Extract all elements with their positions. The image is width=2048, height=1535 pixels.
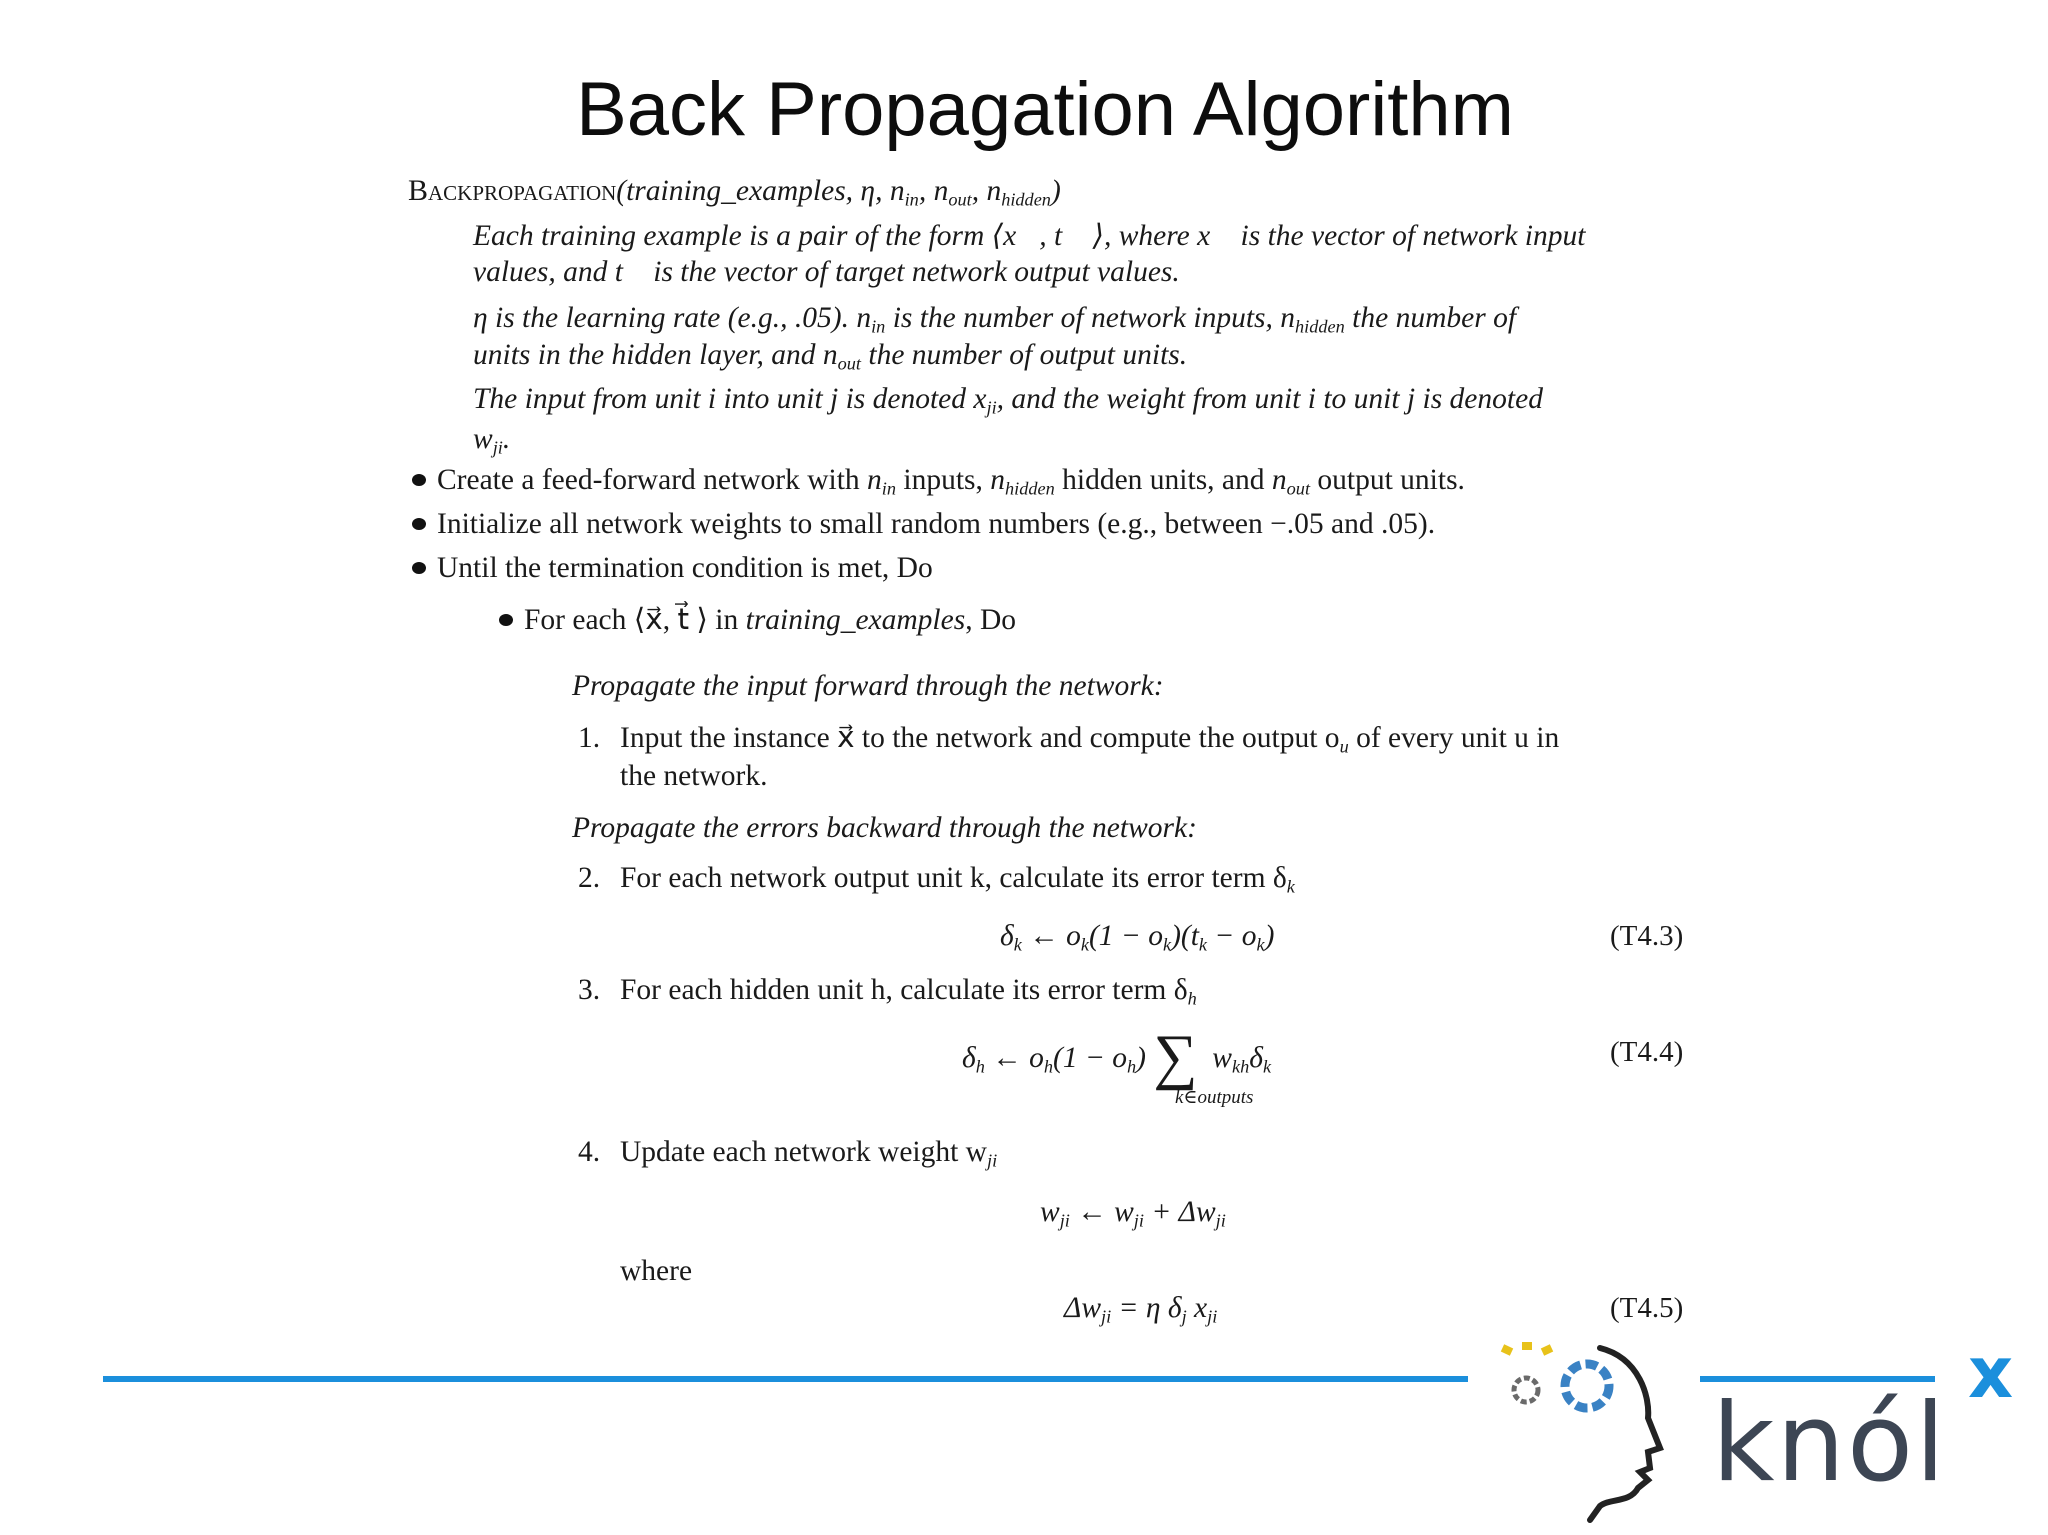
- equation-weight-update: $w_{ji}$ ← $w_{ji} + \Delta w_{ji}$: [1040, 1196, 1226, 1231]
- where-label: where: [620, 1255, 693, 1287]
- summation-icon: ∑: [1153, 1023, 1198, 1091]
- backward-heading: Propagate the errors backward through the network:: [572, 812, 1197, 844]
- description-line-1b: values, and t⃗ is the vector of target network output values.: [473, 256, 1180, 288]
- step-3: 3. For each hidden unit h, calculate its error term $\delta_h$: [578, 974, 1197, 1009]
- forward-heading: Propagate the input forward through the network:: [572, 670, 1164, 702]
- knolx-logo: [1490, 1332, 2030, 1528]
- description-line-2a: η is the learning rate (e.g., .05). $n_{in}$ is the number of network inputs, $n_{hidden}$ the number of: [473, 302, 1517, 337]
- step-4: 4. Update each network weight $w_{ji}$: [578, 1136, 998, 1171]
- description-line-1a: Each training example is a pair of the form ⟨x⃗, t⃗ ⟩, where x⃗ is the vector of network input: [473, 220, 1586, 252]
- logo-wordmark: knól: [1712, 1381, 1948, 1506]
- bullet-icon: [412, 474, 426, 486]
- equation-output-error: $\delta_k$ ← $o_k(1 - o_k)(t_k - o_k)$: [1000, 920, 1275, 955]
- logo-superscript: x: [1968, 1332, 2014, 1414]
- algorithm-name: Backpropagation: [408, 174, 617, 207]
- bullet-for-each-example: For each ⟨x⃗, t⃗ ⟩ in training_examples, Do: [499, 602, 1016, 638]
- summation-subscript: k∈outputs: [1175, 1087, 1254, 1108]
- equation-hidden-error: $\delta_h$ ← $o_h(1 - o_h)$ ∑ $w_{kh}\delta_k$: [962, 1023, 1272, 1091]
- equation-tag-t45: (T4.5): [1610, 1292, 1684, 1324]
- step-2: 2. For each network output unit k, calculate its error term $\delta_k$: [578, 862, 1295, 897]
- head-profile-icon: [1490, 1338, 1690, 1528]
- slide-title: Back Propagation Algorithm: [576, 67, 1514, 152]
- bullet-icon: [412, 518, 426, 530]
- bullet-until-termination: Until the termination condition is met, Do: [412, 550, 933, 586]
- bullet-initialize-weights: Initialize all network weights to small random numbers (e.g., between −.05 and .05).: [412, 506, 1435, 542]
- step-1-line-b: the network.: [620, 760, 768, 792]
- description-line-3b: $w_{ji}$.: [473, 423, 511, 458]
- bullet-icon: [499, 614, 513, 626]
- description-line-2b: units in the hidden layer, and $n_{out}$ the number of output units.: [473, 339, 1188, 374]
- algorithm-signature: Backpropagation(training_examples, η, $n_{in}$, $n_{out}$, $n_{hidden}$): [408, 174, 1061, 210]
- equation-tag-t44: (T4.4): [1610, 1036, 1684, 1068]
- step-1-line-a: 1. Input the instance x⃗ to the network and compute the output $o_u$ of every unit u in: [578, 722, 1560, 757]
- footer-rule-left: [103, 1376, 1468, 1382]
- description-line-3a: The input from unit i into unit j is denoted $x_{ji}$, and the weight from unit i to unit j is denoted: [473, 383, 1543, 418]
- bullet-create-network: Create a feed-forward network with $n_{in}$ inputs, $n_{hidden}$ hidden units, and $n_{out}$ output units.: [412, 462, 1465, 506]
- equation-tag-t43: (T4.3): [1610, 920, 1684, 952]
- equation-delta-weight: $\Delta w_{ji} = \eta$ $\delta_j$ $x_{ji}$: [1064, 1292, 1218, 1327]
- bullet-icon: [412, 562, 426, 574]
